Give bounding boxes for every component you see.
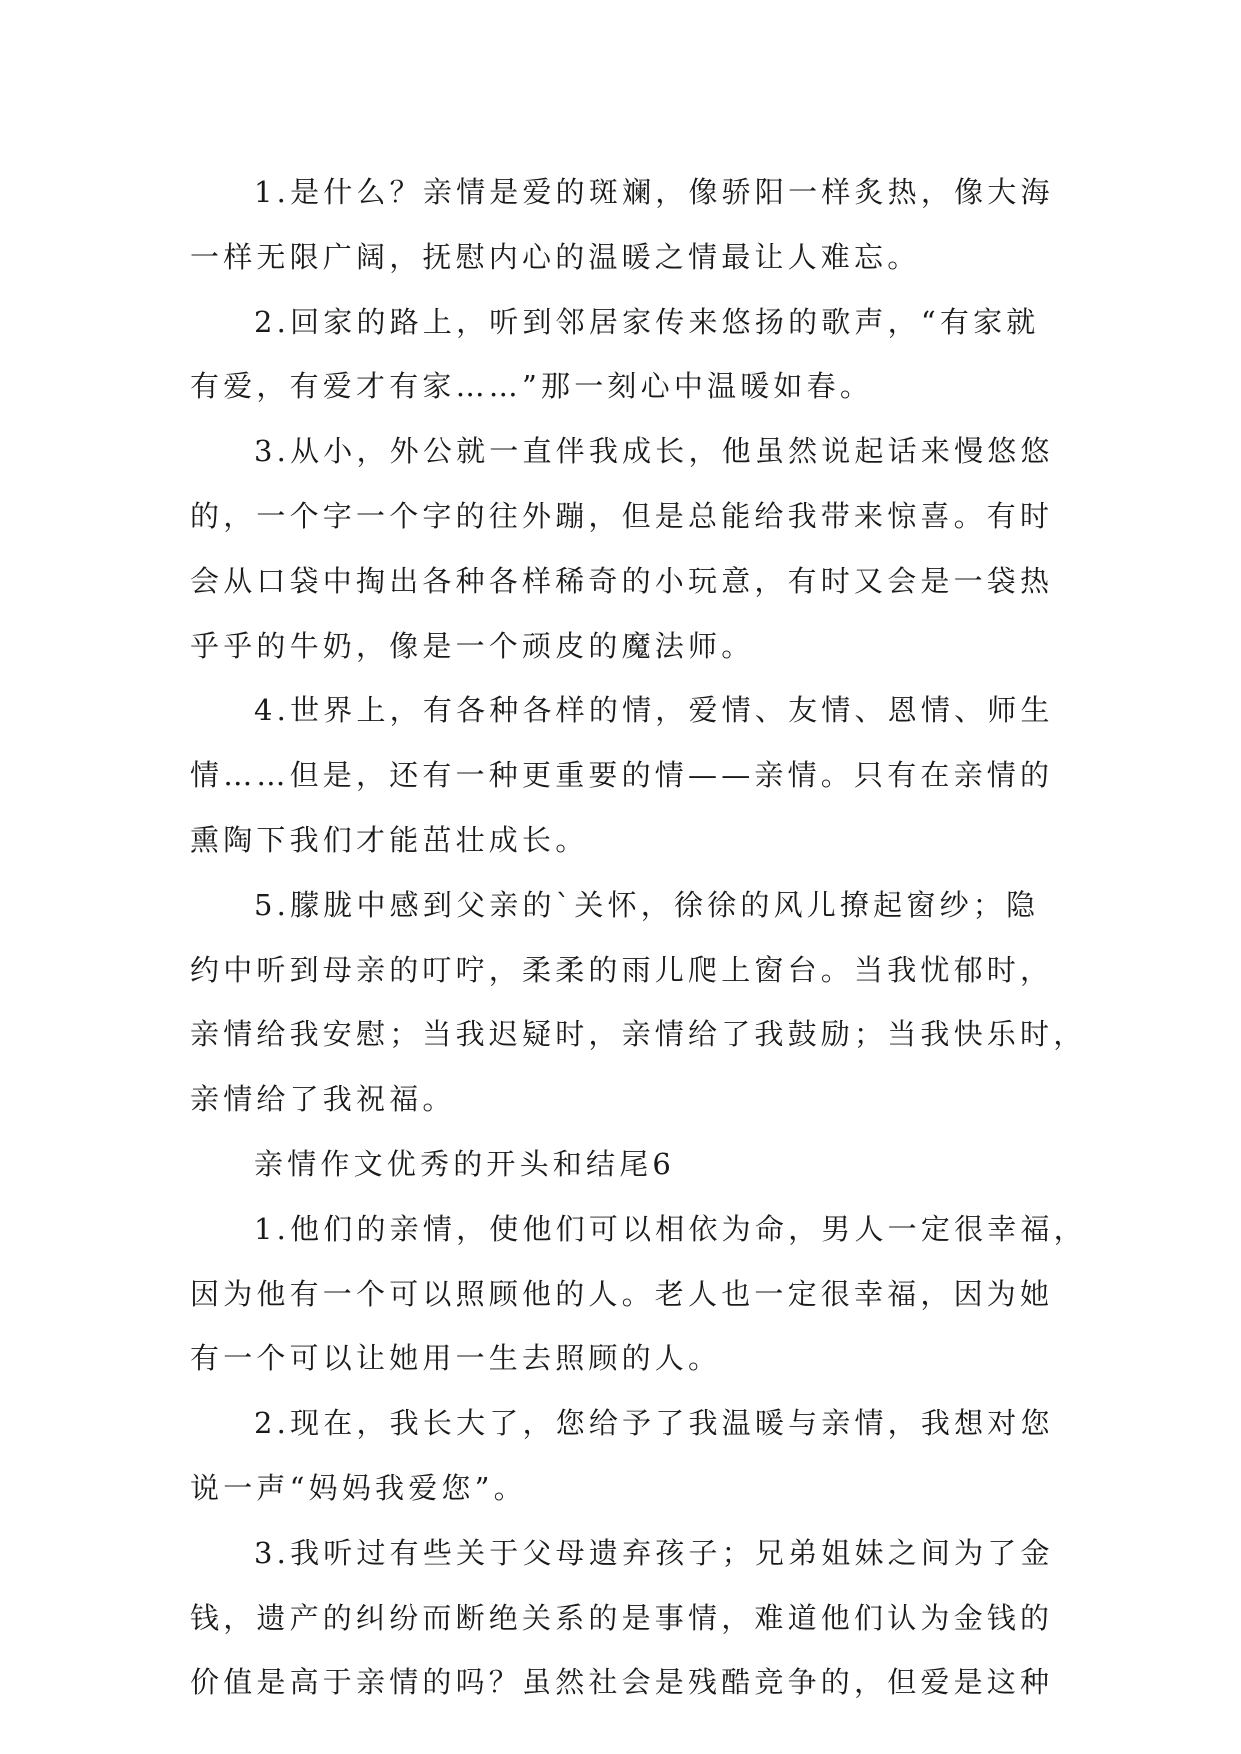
text-line: 3.我听过有些关于父母遗弃孩子；兄弟姐妹之间为了金 — [254, 1535, 1054, 1570]
text-line: 3.从小，外公就一直伴我成长，他虽然说起话来慢悠悠 — [254, 434, 1054, 469]
text-line: 亲情给了我祝福。 — [190, 1082, 456, 1117]
text-line: 价值是高于亲情的吗？虽然社会是残酷竞争的，但爱是这种 — [190, 1665, 1054, 1700]
text-line: 4.世界上，有各种各样的情，爱情、友情、恩情、师生 — [254, 693, 1054, 728]
text-line: 的，一个字一个字的往外蹦，但是总能给我带来惊喜。有时 — [190, 498, 1054, 533]
text-line: 2.现在，我长大了，您给予了我温暖与亲情，我想对您 — [254, 1406, 1054, 1441]
text-line: 乎乎的牛奶，像是一个顽皮的魔法师。 — [190, 628, 755, 663]
section-heading: 亲情作文优秀的开头和结尾6 — [254, 1146, 676, 1181]
text-line: 因为他有一个可以照顾他的人。老人也一定很幸福，因为她 — [190, 1276, 1054, 1311]
text-line: 1.他们的亲情，使他们可以相依为命，男人一定很幸福， — [254, 1211, 1087, 1246]
text-line: 情……但是，还有一种更重要的情——亲情。只有在亲情的 — [190, 758, 1054, 793]
text-line: 钱，遗产的纠纷而断绝关系的是事情，难道他们认为金钱的 — [190, 1600, 1054, 1635]
text-line: 2.回家的路上，听到邻居家传来悠扬的歌声，“有家就 — [254, 304, 1040, 339]
text-line: 一样无限广阔，抚慰内心的温暖之情最让人难忘。 — [190, 239, 921, 274]
text-line: 说一声“妈妈我爱您”。 — [190, 1470, 527, 1505]
article-body — [190, 160, 1087, 1715]
text-line: 有一个可以让她用一生去照顾的人。 — [190, 1341, 722, 1376]
text-line: 亲情给我安慰；当我迟疑时，亲情给了我鼓励；当我快乐时， — [190, 1017, 1087, 1052]
text-line: 5.朦胧中感到父亲的`关怀，徐徐的风儿撩起窗纱；隐 — [254, 887, 1040, 922]
text-line: 有爱，有爱才有家……”那一刻心中温暖如春。 — [190, 369, 874, 404]
text-line: 1.是什么？亲情是爱的斑斓，像骄阳一样炙热，像大海 — [254, 175, 1054, 209]
text-line: 熏陶下我们才能茁壮成长。 — [190, 822, 589, 857]
text-line: 约中听到母亲的叮咛，柔柔的雨儿爬上窗台。当我忧郁时， — [190, 952, 1054, 987]
text-line: 会从口袋中掏出各种各样稀奇的小玩意，有时又会是一袋热 — [190, 563, 1054, 598]
